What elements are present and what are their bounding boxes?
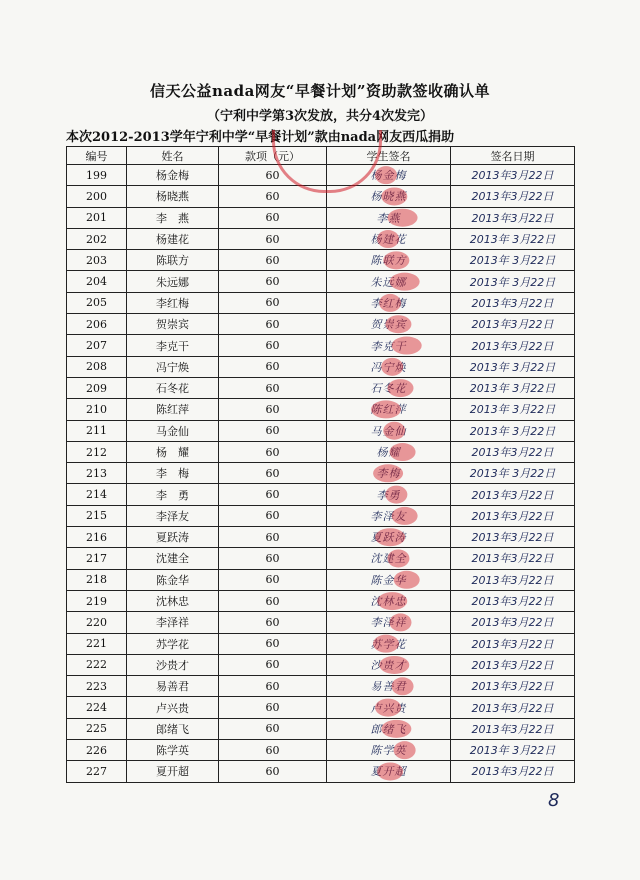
document-subtitle: （宁利中学第3次发放，共分4次发完） [206,109,434,124]
row-date: 2013年3月22日 [451,697,575,718]
row-id: 225 [67,718,127,739]
table-row [67,441,575,462]
table-row [67,250,575,271]
table-row [67,484,575,505]
row-date: 2013年3月22日 [451,718,575,739]
row-id: 213 [67,463,127,484]
row-id: 212 [67,441,127,462]
row-name: 李红梅 [127,292,219,313]
row-id: 201 [67,207,127,228]
row-name: 马金仙 [127,420,219,441]
row-amount: 60 [219,548,327,569]
row-name: 陈红萍 [127,399,219,420]
table-row [67,761,575,782]
document-title: 信天公益nada网友“早餐计划”资助款签收确认单 [149,82,491,100]
row-date: 2013年3月22日 [451,590,575,611]
row-name: 李 梅 [127,463,219,484]
table-row [67,420,575,441]
row-date: 2013年 3月22日 [451,271,575,292]
row-signature: 李勇 [327,484,451,505]
row-id: 219 [67,590,127,611]
row-name: 陈金华 [127,569,219,590]
row-amount: 60 [219,590,327,611]
row-amount: 60 [219,441,327,462]
row-date: 2013年3月22日 [451,207,575,228]
row-date: 2013年3月22日 [451,165,575,186]
row-name: 朱远娜 [127,271,219,292]
row-date: 2013年3月22日 [451,186,575,207]
row-name: 杨金梅 [127,165,219,186]
row-amount: 60 [219,207,327,228]
row-signature: 陈学英 [327,740,451,761]
row-date: 2013年 3月22日 [451,420,575,441]
row-id: 216 [67,527,127,548]
row-date: 2013年3月22日 [451,569,575,590]
row-id: 209 [67,377,127,398]
table-row [67,569,575,590]
row-id: 203 [67,250,127,271]
table-row [67,633,575,654]
row-signature: 杨晓燕 [327,186,451,207]
row-date: 2013年3月22日 [451,676,575,697]
row-date: 2013年3月22日 [451,612,575,633]
row-name: 李泽祥 [127,612,219,633]
row-id: 215 [67,505,127,526]
row-date: 2013年3月22日 [451,484,575,505]
row-name: 夏跃涛 [127,527,219,548]
table-row [67,527,575,548]
row-amount: 60 [219,527,327,548]
row-id: 220 [67,612,127,633]
table-row [67,314,575,335]
row-id: 221 [67,633,127,654]
row-name: 李克干 [127,335,219,356]
row-signature: 陈红萍 [327,399,451,420]
row-date: 2013年 3月22日 [451,740,575,761]
row-id: 207 [67,335,127,356]
row-id: 223 [67,676,127,697]
row-signature: 杨耀 [327,441,451,462]
row-id: 222 [67,654,127,675]
table-row [67,271,575,292]
row-name: 沈建全 [127,548,219,569]
header-date: 签名日期 [451,147,575,165]
row-date: 2013年3月22日 [451,654,575,675]
row-signature: 沈建全 [327,548,451,569]
row-signature: 李红梅 [327,292,451,313]
header-signature: 学生签名 [327,147,451,165]
row-signature: 李泽友 [327,505,451,526]
row-amount: 60 [219,377,327,398]
row-id: 205 [67,292,127,313]
row-id: 199 [67,165,127,186]
table-row [67,228,575,249]
row-id: 224 [67,697,127,718]
row-id: 217 [67,548,127,569]
row-date: 2013年3月22日 [451,314,575,335]
row-name: 贺崇宾 [127,314,219,335]
row-id: 214 [67,484,127,505]
table-row [67,740,575,761]
row-signature: 沈林忠 [327,590,451,611]
row-name: 冯宁焕 [127,356,219,377]
row-signature: 沙贵才 [327,654,451,675]
row-signature: 夏开超 [327,761,451,782]
row-signature: 陈金华 [327,569,451,590]
row-id: 202 [67,228,127,249]
row-id: 218 [67,569,127,590]
row-amount: 60 [219,165,327,186]
row-signature: 杨建花 [327,228,451,249]
row-date: 2013年 3月22日 [451,377,575,398]
row-date: 2013年 3月22日 [451,463,575,484]
row-date: 2013年3月22日 [451,527,575,548]
table-row [67,612,575,633]
row-date: 2013年3月22日 [451,292,575,313]
table-row [67,697,575,718]
row-name: 卢兴贵 [127,697,219,718]
row-name: 杨晓燕 [127,186,219,207]
table-header-row [67,147,575,165]
header-name: 姓名 [127,147,219,165]
row-amount: 60 [219,761,327,782]
row-amount: 60 [219,740,327,761]
row-amount: 60 [219,271,327,292]
row-amount: 60 [219,676,327,697]
row-signature: 李泽祥 [327,612,451,633]
table-row [67,377,575,398]
row-id: 210 [67,399,127,420]
row-name: 沙贵才 [127,654,219,675]
row-name: 陈联方 [127,250,219,271]
row-signature: 贺崇宾 [327,314,451,335]
row-date: 2013年 3月22日 [451,356,575,377]
row-name: 夏开超 [127,761,219,782]
row-date: 2013年3月22日 [451,441,575,462]
row-amount: 60 [219,250,327,271]
header-amount: 款项（元） [219,147,327,165]
table-row [67,718,575,739]
table-row [67,463,575,484]
row-id: 227 [67,761,127,782]
table-row [67,335,575,356]
table-row [67,186,575,207]
row-amount: 60 [219,314,327,335]
row-date: 2013年3月22日 [451,548,575,569]
row-signature: 易善君 [327,676,451,697]
row-amount: 60 [219,335,327,356]
row-name: 郎绪飞 [127,718,219,739]
table-row [67,399,575,420]
row-amount: 60 [219,718,327,739]
row-signature: 夏跃涛 [327,527,451,548]
row-name: 沈林忠 [127,590,219,611]
row-amount: 60 [219,463,327,484]
row-amount: 60 [219,228,327,249]
row-date: 2013年3月22日 [451,761,575,782]
row-name: 李 燕 [127,207,219,228]
row-name: 杨 耀 [127,441,219,462]
row-id: 204 [67,271,127,292]
row-name: 易善君 [127,676,219,697]
table-row [67,548,575,569]
row-signature: 卢兴贵 [327,697,451,718]
table-row [67,676,575,697]
row-amount: 60 [219,484,327,505]
row-name: 杨建花 [127,228,219,249]
table-body [67,165,575,783]
row-signature: 冯宁焕 [327,356,451,377]
receipt-table [66,146,575,783]
row-signature: 苏学花 [327,633,451,654]
row-signature: 李克干 [327,335,451,356]
row-signature: 郎绪飞 [327,718,451,739]
table-row [67,356,575,377]
row-date: 2013年3月22日 [451,505,575,526]
table-row [67,207,575,228]
page-number: 8 [548,790,560,811]
row-amount: 60 [219,186,327,207]
table-row [67,505,575,526]
row-id: 200 [67,186,127,207]
row-signature: 朱远娜 [327,271,451,292]
table-row [67,292,575,313]
row-amount: 60 [219,292,327,313]
row-amount: 60 [219,612,327,633]
row-amount: 60 [219,356,327,377]
row-id: 226 [67,740,127,761]
row-date: 2013年 3月22日 [451,228,575,249]
row-amount: 60 [219,420,327,441]
table-row [67,165,575,186]
row-id: 211 [67,420,127,441]
row-signature: 石冬花 [327,377,451,398]
row-signature: 李梅 [327,463,451,484]
row-signature: 陈联方 [327,250,451,271]
row-amount: 60 [219,654,327,675]
row-signature: 李燕 [327,207,451,228]
row-amount: 60 [219,697,327,718]
document-intro: 本次2012-2013学年宁利中学“早餐计划”款由nada网友西瓜捐助 [66,130,455,145]
table-row [67,654,575,675]
row-name: 李 勇 [127,484,219,505]
row-id: 208 [67,356,127,377]
header-id: 编号 [67,147,127,165]
row-amount: 60 [219,633,327,654]
row-amount: 60 [219,399,327,420]
row-name: 陈学英 [127,740,219,761]
row-amount: 60 [219,569,327,590]
row-amount: 60 [219,505,327,526]
row-name: 苏学花 [127,633,219,654]
row-id: 206 [67,314,127,335]
row-signature: 杨金梅 [327,165,451,186]
row-date: 2013年 3月22日 [451,250,575,271]
row-date: 2013年3月22日 [451,335,575,356]
row-date: 2013年3月22日 [451,633,575,654]
table-row [67,590,575,611]
row-date: 2013年 3月22日 [451,399,575,420]
row-name: 石冬花 [127,377,219,398]
row-name: 李泽友 [127,505,219,526]
row-signature: 马金仙 [327,420,451,441]
